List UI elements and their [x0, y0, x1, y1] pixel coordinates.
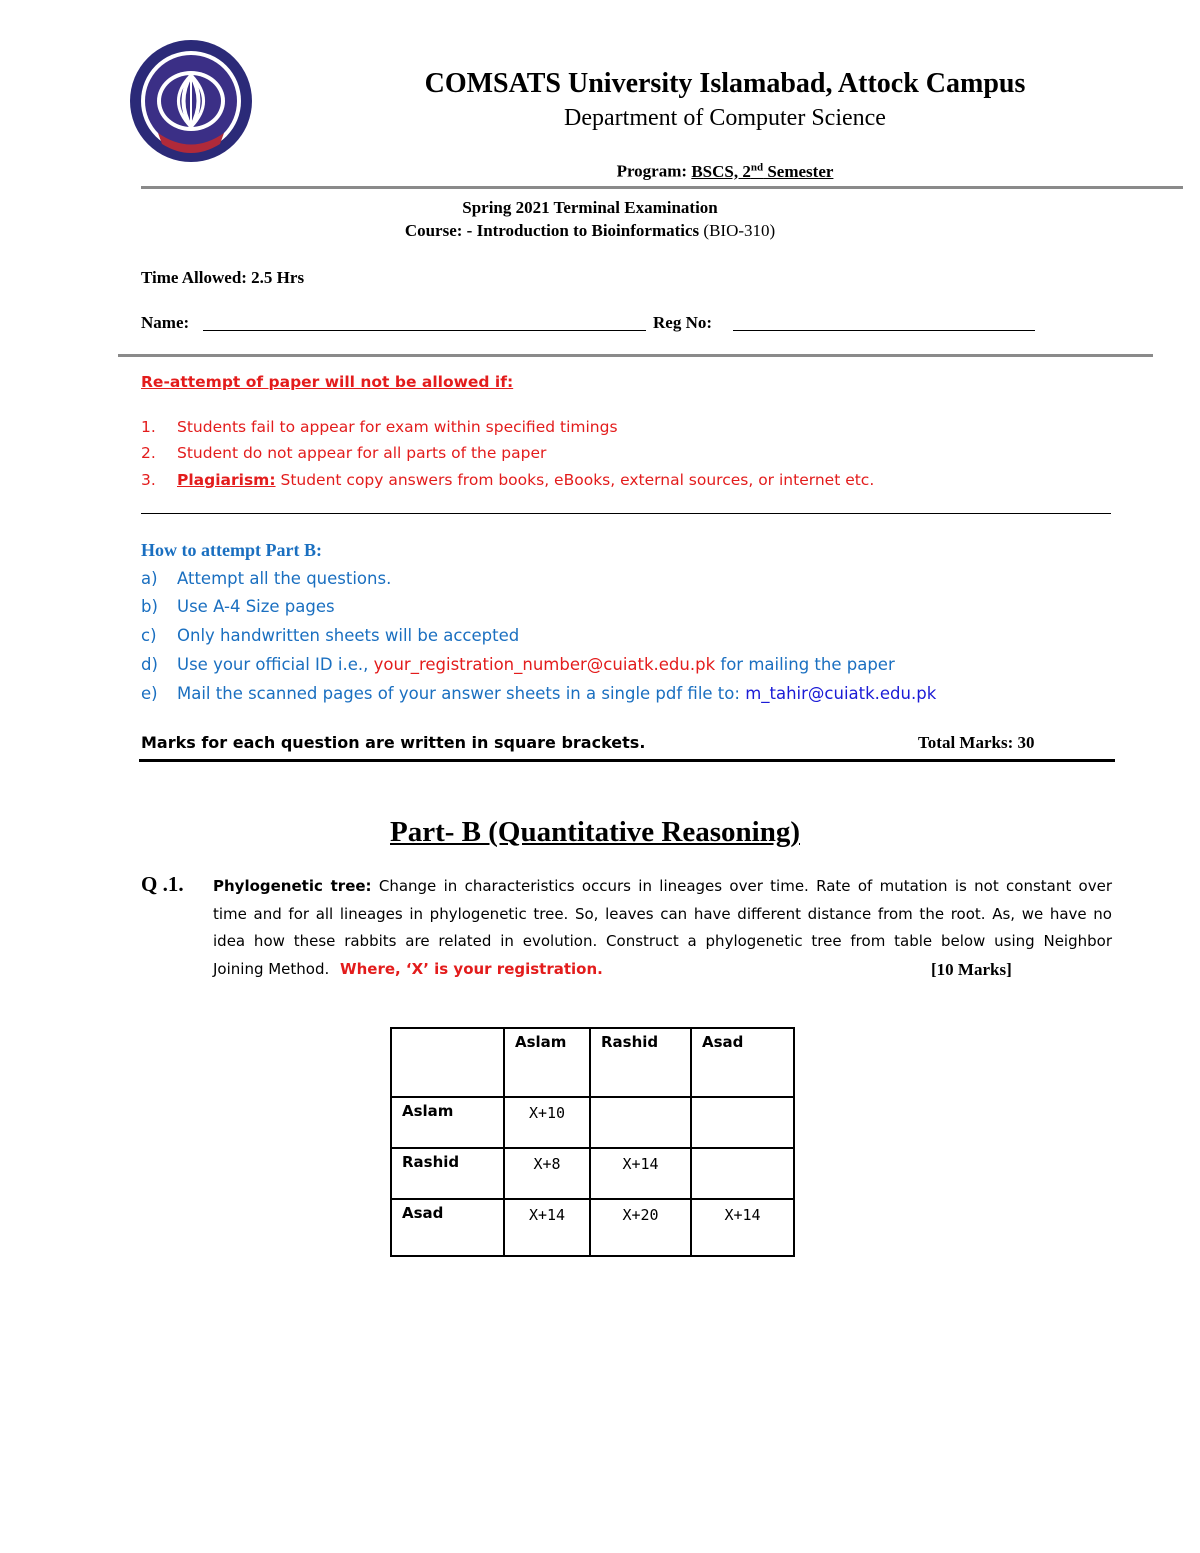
table-row [391, 1148, 794, 1199]
table-cell: X+14 [691, 1199, 794, 1256]
howto-num-d: d) [141, 655, 158, 674]
program-value [691, 162, 833, 181]
table-cell: X+10 [504, 1097, 590, 1148]
howto-num-b: b) [141, 597, 158, 616]
name-field[interactable] [203, 330, 646, 331]
university-logo [128, 38, 254, 164]
howto-pre-e: Mail the scanned pages of your answer sheets in a single pdf file to: [177, 684, 746, 703]
table-row [391, 1199, 794, 1256]
instructor-email-link[interactable]: m_tahir@cuiatk.edu.pk [745, 684, 937, 703]
distance-table [390, 1027, 795, 1257]
table-cell [691, 1148, 794, 1199]
program-suffix: Semester [763, 161, 834, 181]
course-line [140, 221, 1040, 241]
question-line-3: idea how these rabbits are related in evolution. Construct a phylogenetic tree from table below using Neighbor [213, 932, 1112, 950]
university-name: COMSATS University Islamabad, Attock Campus [424, 68, 1026, 99]
row-header: Aslam [391, 1097, 504, 1148]
howto-num-a: a) [141, 569, 158, 588]
howto-pre-d: Use your official ID i.e., [177, 655, 374, 674]
howto-num-e: e) [141, 684, 158, 703]
reg-field[interactable] [733, 330, 1035, 331]
program-line [300, 161, 1150, 182]
howto-text-b: Use A-4 Size pages [177, 597, 335, 616]
reattempt-text-1: Students fail to appear for exam within specified timings [177, 418, 618, 436]
question-text [213, 873, 1112, 983]
reattempt-term-3: Plagiarism: [177, 471, 276, 489]
question-number: Q .1. [141, 872, 184, 896]
howto-text-c: Only handwritten sheets will be accepted [177, 626, 520, 645]
question-line-2: time and for all lineages in phylogenetic tree. So, leaves can have different distance from the root. As, we have no [213, 904, 1112, 923]
howto-item-b [141, 597, 335, 616]
column-header: Rashid [590, 1028, 691, 1097]
reattempt-heading: Re-attempt of paper will not be allowed if: [141, 373, 514, 391]
table-corner [391, 1028, 504, 1097]
question-line-1 [213, 873, 1112, 901]
reattempt-text-3: Student copy answers from books, eBooks, external sources, or internet etc. [275, 471, 875, 489]
table-cell [590, 1097, 691, 1148]
howto-num-c: c) [141, 626, 157, 645]
column-header: Asad [691, 1028, 794, 1097]
total-marks: Total Marks: 30 [918, 733, 1035, 752]
reattempt-num-1: 1. [141, 418, 156, 436]
name-label: Name: [141, 313, 190, 332]
table-cell: X+8 [504, 1148, 590, 1199]
identity-divider [118, 354, 1153, 357]
table-cell: X+20 [590, 1199, 691, 1256]
table-cell: X+14 [504, 1199, 590, 1256]
program-value-main: BSCS, 2 [691, 161, 751, 181]
course-label: Course: - Introduction to Bioinformatics [404, 221, 700, 240]
comsats-university-seal-icon [128, 38, 254, 164]
part-title: Part- B (Quantitative Reasoning) [390, 816, 800, 848]
program-sup: nd [750, 161, 764, 173]
exam-title: Spring 2021 Terminal Examination [462, 198, 718, 217]
course-code: (BIO-310) [703, 221, 776, 240]
howto-item-c [141, 626, 519, 645]
table-row [391, 1097, 794, 1148]
reattempt-text-2: Student do not appear for all parts of the paper [177, 444, 547, 462]
question-marks: [10 Marks] [931, 959, 1012, 979]
reattempt-num-2: 2. [141, 444, 156, 462]
section-divider [141, 513, 1111, 514]
howto-item-e [141, 684, 936, 703]
header-divider [141, 186, 1183, 189]
program-label: Program: [616, 161, 688, 181]
row-header: Asad [391, 1199, 504, 1256]
question-term: Phylogenetic tree: [213, 877, 372, 895]
time-allowed: Time Allowed: 2.5 Hrs [141, 268, 305, 287]
howto-text-a: Attempt all the questions. [177, 569, 392, 588]
table-header-row [391, 1028, 794, 1097]
table-cell [691, 1097, 794, 1148]
question-line-4-text: Joining Method. [213, 959, 330, 978]
question-line-4 [213, 956, 1112, 984]
marks-note: Marks for each question are written in square brackets. [141, 733, 646, 752]
question-line-1-text: Change in characteristics occurs in lineages over time. Rate of mutation is not constant over [371, 877, 1112, 895]
column-header: Aslam [504, 1028, 590, 1097]
howto-post-d: for mailing the paper [715, 655, 895, 674]
registration-email-link[interactable]: your_registration_number@cuiatk.edu.pk [373, 655, 716, 674]
reattempt-item-1 [141, 418, 618, 436]
row-header: Rashid [391, 1148, 504, 1199]
howto-heading: How to attempt Part B: [141, 540, 322, 560]
table-cell: X+14 [590, 1148, 691, 1199]
registration-note: Where, ‘X’ is your registration. [340, 959, 603, 978]
instructions-divider [139, 759, 1115, 762]
reg-label: Reg No: [653, 313, 713, 332]
reattempt-num-3: 3. [141, 471, 156, 489]
reattempt-item-2 [141, 444, 546, 462]
reattempt-item-3 [141, 471, 874, 489]
howto-item-d [141, 655, 895, 674]
howto-item-a [141, 569, 391, 588]
department-name: Department of Computer Science [564, 105, 886, 131]
